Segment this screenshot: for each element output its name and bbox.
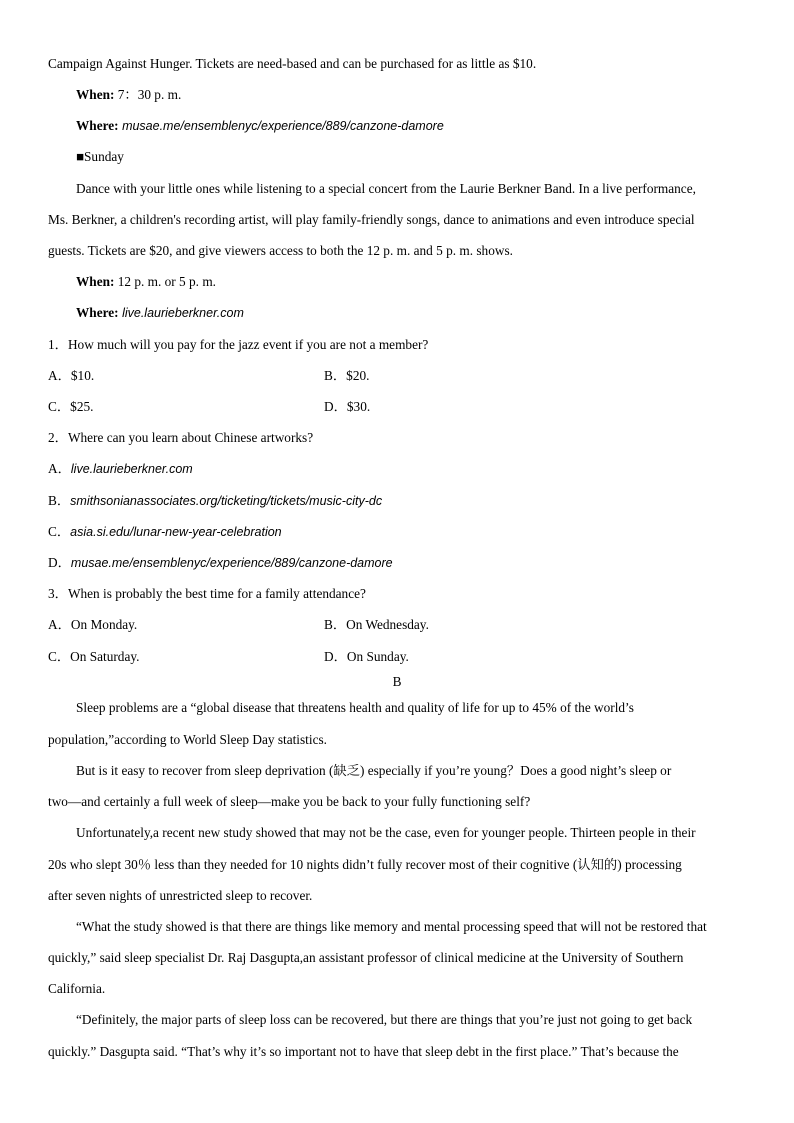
- question-1-option-b[interactable]: B．$20.: [324, 368, 370, 383]
- passage-b-line: after seven nights of unrestricted sleep to recover.: [48, 888, 313, 903]
- question-2-stem: 2．Where can you learn about Chinese artworks?: [48, 430, 314, 445]
- question-1-option-a[interactable]: A．$10.: [48, 368, 95, 383]
- question-3-option-d[interactable]: D．On Sunday.: [324, 649, 409, 664]
- option-letter: C．: [48, 524, 71, 539]
- question-1-option-d[interactable]: D．$30.: [324, 399, 371, 414]
- where-label: Where:: [76, 118, 119, 133]
- option-url: live.laurieberkner.com: [70, 462, 193, 476]
- event1-where: [76, 117, 746, 135]
- passage-b-line: “Definitely, the major parts of sleep loss can be recovered, but there are things that you’re just not going to get back: [76, 1012, 693, 1027]
- question-3-option-c[interactable]: C．On Saturday.: [48, 649, 140, 664]
- option-url: smithsonianassociates.org/ticketing/tickets/music-city-dc: [70, 494, 383, 508]
- passage-b-line: quickly.” Dasgupta said. “That’s why it’s so important not to have that sleep debt in the first place.” That’s because the: [48, 1044, 679, 1059]
- when-value: 7：30 p. m.: [114, 87, 182, 102]
- option-letter: D．: [48, 555, 71, 570]
- sunday-paragraph-line: Ms. Berkner, a children's recording artist, will play family-friendly songs, dance to animations and even introduce special: [48, 212, 695, 227]
- day-heading-sunday: ■Sunday: [76, 149, 124, 164]
- event2-where: [76, 304, 746, 322]
- passage-b-line: California.: [48, 981, 106, 996]
- question-3-stem: 3．When is probably the best time for a family attendance?: [48, 586, 366, 601]
- passage-b-line: “What the study showed is that there are things like memory and mental processing speed that will not be restored that: [76, 919, 707, 934]
- sunday-paragraph-line: guests. Tickets are $20, and give viewers access to both the 12 p. m. and 5 p. m. shows.: [48, 243, 513, 258]
- when-label: When:: [76, 87, 115, 102]
- question-2-option-d[interactable]: [48, 554, 746, 572]
- option-url: musae.me/ensemblenyc/experience/889/canzone-damore: [70, 556, 393, 570]
- question-2-option-a[interactable]: [48, 460, 746, 478]
- question-3-option-b[interactable]: B．On Wednesday.: [324, 617, 429, 632]
- question-1-option-c[interactable]: C．$25.: [48, 399, 94, 414]
- event1-when: [76, 86, 746, 104]
- passage-b-line: Sleep problems are a “global disease that threatens health and quality of life for up to 45% of the world’s: [76, 700, 634, 715]
- where-value: live.laurieberkner.com: [118, 306, 244, 320]
- passage-b-line: Unfortunately,a recent new study showed that may not be the case, even for younger people. Thirteen people in their: [76, 825, 696, 840]
- intro-tail-line: Campaign Against Hunger. Tickets are need-based and can be purchased for as little as $10.: [48, 56, 537, 71]
- passage-b-line: quickly,” said sleep specialist Dr. Raj Dasgupta,an assistant professor of clinical medicine at the University of Southern: [48, 950, 684, 965]
- passage-b-line: population,”according to World Sleep Day statistics.: [48, 732, 327, 747]
- when-label: When:: [76, 274, 115, 289]
- question-3-option-a[interactable]: A．On Monday.: [48, 617, 138, 632]
- passage-b-line: But is it easy to recover from sleep deprivation (缺乏) especially if you’re young？Does a good night’s sleep or: [76, 763, 672, 778]
- question-1-stem: 1．How much will you pay for the jazz event if you are not a member?: [48, 337, 429, 352]
- where-value: musae.me/ensemblenyc/experience/889/canzone-damore: [118, 119, 444, 133]
- passage-b-line: 20s who slept 30％ less than they needed for 10 nights didn’t fully recover most of their cognitive (认知的) processing: [48, 857, 682, 872]
- sunday-paragraph-line: Dance with your little ones while listening to a special concert from the Laurie Berkner Band. In a live performance,: [76, 181, 696, 196]
- question-2-option-b[interactable]: [48, 492, 746, 510]
- when-value: 12 p. m. or 5 p. m.: [114, 274, 216, 289]
- question-2-option-c[interactable]: [48, 523, 746, 541]
- where-label: Where:: [76, 305, 119, 320]
- section-b-heading: B: [392, 674, 402, 689]
- option-letter: A．: [48, 461, 71, 476]
- option-letter: B．: [48, 493, 71, 508]
- option-url: asia.si.edu/lunar-new-year-celebration: [70, 525, 282, 539]
- event2-when: [76, 273, 746, 291]
- passage-b-line: two—and certainly a full week of sleep—make you be back to your fully functioning self?: [48, 794, 531, 809]
